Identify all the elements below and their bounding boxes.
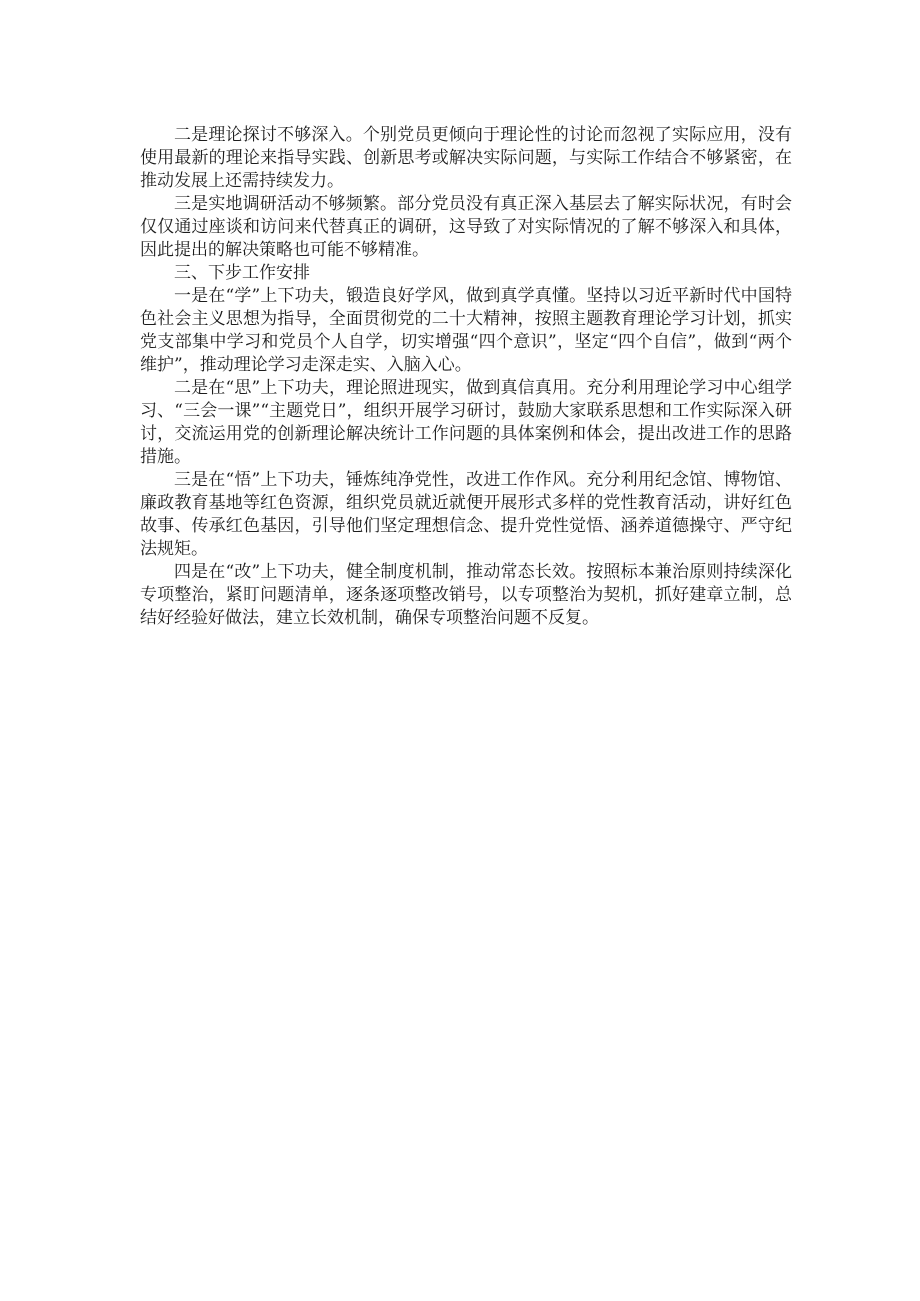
paragraph-study: 一是在“学”上下功夫，锻造良好学风，做到真学真懂。坚持以习近平新时代中国特色社会主义思想为指导，全面贯彻党的二十大精神，按照主题教育理论学习计划，抓实党支部集中学习和党员个人自学，切实增强“四个意识”，坚定“四个自信”，做到“两个维护”，推动理论学习走深走实、入脑入心。 bbox=[140, 286, 792, 375]
paragraph-theory-discussion: 二是理论探讨不够深入。个别党员更倾向于理论性的讨论而忽视了实际应用，没有使用最新的理论来指导实践、创新思考或解决实际问题，与实际工作结合不够紧密，在推动发展上还需持续发力。 bbox=[140, 125, 792, 191]
paragraph-think: 二是在“思”上下功夫，理论照进现实，做到真信真用。充分利用理论学习中心组学习、“三会一课”“主题党日”，组织开展学习研讨，鼓励大家联系思想和工作实际深入研讨，交流运用党的创新理论解决统计工作问题的具体案例和体会，提出改进工作的思路措施。 bbox=[140, 378, 792, 467]
document-body bbox=[140, 124, 792, 630]
paragraph-field-research: 三是实地调研活动不够频繁。部分党员没有真正深入基层去了解实际状况，有时会仅仅通过座谈和访问来代替真正的调研，这导致了对实际情况的了解不够深入和具体，因此提出的解决策略也可能不够精准。 bbox=[140, 194, 792, 260]
section-heading-next-steps: 三、下步工作安排 bbox=[174, 263, 310, 283]
paragraph-reform: 四是在“改”上下功夫，健全制度机制，推动常态长效。按照标本兼治原则持续深化专项整治，紧盯问题清单，逐条逐项整改销号，以专项整治为契机，抓好建章立制，总结好经验好做法，建立长效机制，确保专项整治问题不反复。 bbox=[140, 562, 792, 628]
paragraph-understand: 三是在“悟”上下功夫，锤炼纯净党性，改进工作作风。充分利用纪念馆、博物馆、廉政教育基地等红色资源，组织党员就近就便开展形式多样的党性教育活动，讲好红色故事、传承红色基因，引导他们坚定理想信念、提升党性觉悟、涵养道德操守、严守纪法规矩。 bbox=[140, 470, 792, 559]
